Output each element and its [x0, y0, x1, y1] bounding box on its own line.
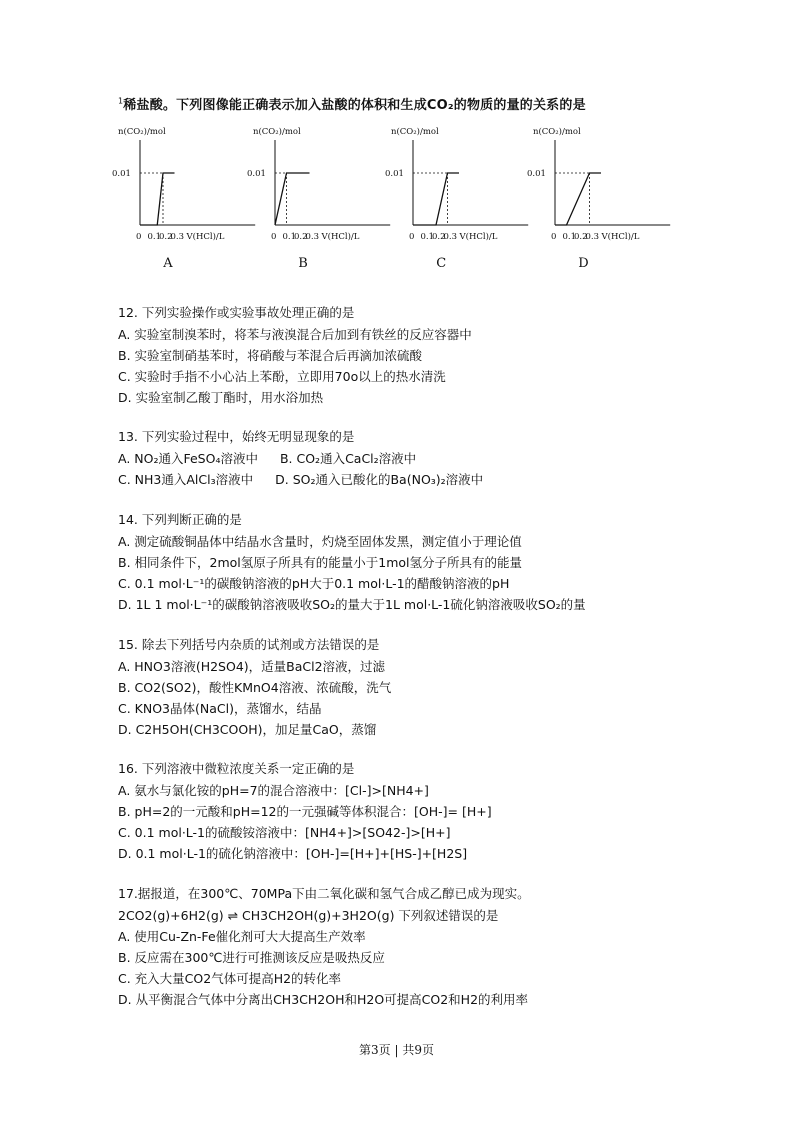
chart-d-svg	[525, 120, 675, 280]
option-a: A. 氨水与氯化铵的pH=7的混合溶液中：[Cl-]>[NH4+]	[118, 783, 429, 798]
option-d: D. 1L 1 mol·L⁻¹的碳酸钠溶液吸收SO₂的量大于1L mol·L-1硫化钠溶液吸收SO₂的量	[118, 597, 586, 612]
x-tick-label: 0.2	[574, 232, 588, 242]
x-tick-label: 0.3	[443, 232, 458, 242]
x-tick-label: 0.3	[305, 232, 320, 242]
data-line	[413, 173, 459, 225]
option-b: B. CO2(SO2)，酸性KMnO4溶液、浓硫酸，洗气	[118, 680, 392, 695]
chart-label: A	[163, 256, 173, 271]
y-axis-label: n(CO₂)/mol	[253, 127, 301, 137]
chart-label: B	[298, 256, 308, 271]
x-tick-label: 0.2	[294, 232, 308, 242]
x-axis-label: V(HCl)/L	[601, 232, 640, 242]
chart-b-svg	[245, 120, 395, 280]
data-line	[140, 173, 175, 225]
x-tick-label: 0	[136, 232, 142, 242]
question-14	[118, 509, 586, 615]
option-d: D. 实验室制乙酸丁酯时，用水浴加热	[118, 390, 324, 405]
option-b: B. 反应需在300℃进行可推测该反应是吸热反应	[118, 950, 385, 965]
chart-label: D	[578, 256, 589, 271]
option-d: D. C2H5OH(CH3COOH)，加足量CaO，蒸馏	[118, 722, 377, 737]
question-title: 15. 除去下列括号内杂质的试剂或方法错误的是	[118, 637, 380, 652]
y-axis-label: n(CO₂)/mol	[391, 127, 439, 137]
question-13	[118, 426, 483, 490]
option-a: A. NO₂通入FeSO₄溶液中	[118, 451, 258, 466]
y-tick-label: 0.01	[112, 169, 131, 179]
x-tick-label: 0.3	[585, 232, 600, 242]
chart-a-svg	[110, 120, 260, 280]
x-tick-label: 0.2	[432, 232, 446, 242]
chart-d	[525, 120, 675, 284]
chart-label: C	[436, 256, 447, 271]
data-line	[275, 173, 310, 225]
y-axis-label: n(CO₂)/mol	[118, 127, 166, 137]
x-tick-label: 0.3	[170, 232, 185, 242]
option-b: B. 实验室制硝基苯时，将硝酸与苯混合后再滴加浓硫酸	[118, 348, 423, 363]
question-15	[118, 634, 391, 740]
question-16	[118, 758, 492, 864]
x-tick-label: 0	[551, 232, 557, 242]
chart-b	[245, 120, 395, 284]
option-a: A. 使用Cu-Zn-Fe催化剂可大大提高生产效率	[118, 929, 366, 944]
reaction-equation: 2CO2(g)+6H2(g) ⇌ CH3CH2OH(g)+3H2O(g) 下列叙述错误的是	[118, 908, 499, 923]
y-tick-label: 0.01	[385, 169, 404, 179]
option-c: C. 0.1 mol·L-1的硫酸铵溶液中：[NH4+]>[SO42-]>[H+]	[118, 825, 451, 840]
x-axis-label: V(HCl)/L	[186, 232, 225, 242]
question-12	[118, 302, 472, 408]
option-b: B. pH=2的一元酸和pH=12的一元强碱等体积混合：[OH-]= [H+]	[118, 804, 492, 819]
option-a: A. HNO3溶液(H2SO4)，适量BaCl2溶液，过滤	[118, 659, 386, 674]
intro-body: 稀盐酸。下列图像能正确表示加入盐酸的体积和生成CO₂的物质的量的关系的是	[123, 98, 586, 113]
option-b: B. CO₂通入CaCl₂溶液中	[279, 451, 417, 466]
option-a: A. 实验室制溴苯时，将苯与液溴混合后加到有铁丝的反应容器中	[118, 327, 472, 342]
question-17	[118, 883, 530, 1010]
x-tick-label: 0	[409, 232, 415, 242]
question-title: 13. 下列实验过程中，始终无明显现象的是	[118, 429, 355, 444]
question-title: 12. 下列实验操作或实验事故处理正确的是	[118, 305, 355, 320]
question-title: 16. 下列溶液中微粒浓度关系一定正确的是	[118, 761, 355, 776]
y-tick-label: 0.01	[247, 169, 266, 179]
y-axis-label: n(CO₂)/mol	[533, 127, 581, 137]
chart-c	[383, 120, 533, 284]
page-footer: 第3页 | 共9页	[359, 1043, 434, 1057]
x-tick-label: 0.1	[562, 232, 577, 242]
x-tick-label: 0.1	[420, 232, 435, 242]
option-c: C. 实验时手指不小心沾上苯酚，立即用70o以上的热水清洗	[118, 369, 446, 384]
chart-row	[110, 120, 710, 280]
option-c: C. 充入大量CO2气体可提高H2的转化率	[118, 971, 342, 986]
data-line	[555, 173, 601, 225]
option-b: B. 相同条件下，2mol氢原子所具有的能量小于1mol氢分子所具有的能量	[118, 555, 523, 570]
x-tick-label: 0.1	[282, 232, 297, 242]
intro-text	[118, 94, 586, 113]
x-axis-label: V(HCl)/L	[459, 232, 498, 242]
y-tick-label: 0.01	[527, 169, 546, 179]
intro-sup: 1	[118, 96, 124, 106]
option-c: C. NH3通入AlCl₃溶液中	[118, 472, 254, 487]
option-d: D. 0.1 mol·L-1的硫化钠溶液中：[OH-]=[H+]+[HS-]+[H2S]	[118, 846, 468, 861]
chart-a	[110, 120, 260, 284]
option-c: C. KNO3晶体(NaCl)，蒸馏水，结晶	[118, 701, 322, 716]
x-tick-label: 0.1	[147, 232, 162, 242]
x-tick-label: 0	[271, 232, 277, 242]
option-d: D. SO₂通入已酸化的Ba(NO₃)₂溶液中	[275, 472, 484, 487]
chart-c-svg	[383, 120, 533, 280]
option-c: C. 0.1 mol·L⁻¹的碳酸钠溶液的pH大于0.1 mol·L-1的醋酸钠溶液的pH	[118, 576, 510, 591]
question-title: 14. 下列判断正确的是	[118, 512, 242, 527]
option-a: A. 测定硫酸铜晶体中结晶水含量时，灼烧至固体发黑，测定值小于理论值	[118, 534, 522, 549]
option-row-ab	[118, 448, 483, 469]
x-tick-label: 0.2	[159, 232, 173, 242]
question-title: 17.据报道，在300℃、70MPa下由二氧化碳和氢气合成乙醇已成为现实。	[118, 886, 530, 901]
option-d: D. 从平衡混合气体中分离出CH3CH2OH和H2O可提高CO2和H2的利用率	[118, 992, 529, 1007]
x-axis-label: V(HCl)/L	[321, 232, 360, 242]
option-row-cd	[118, 469, 483, 490]
